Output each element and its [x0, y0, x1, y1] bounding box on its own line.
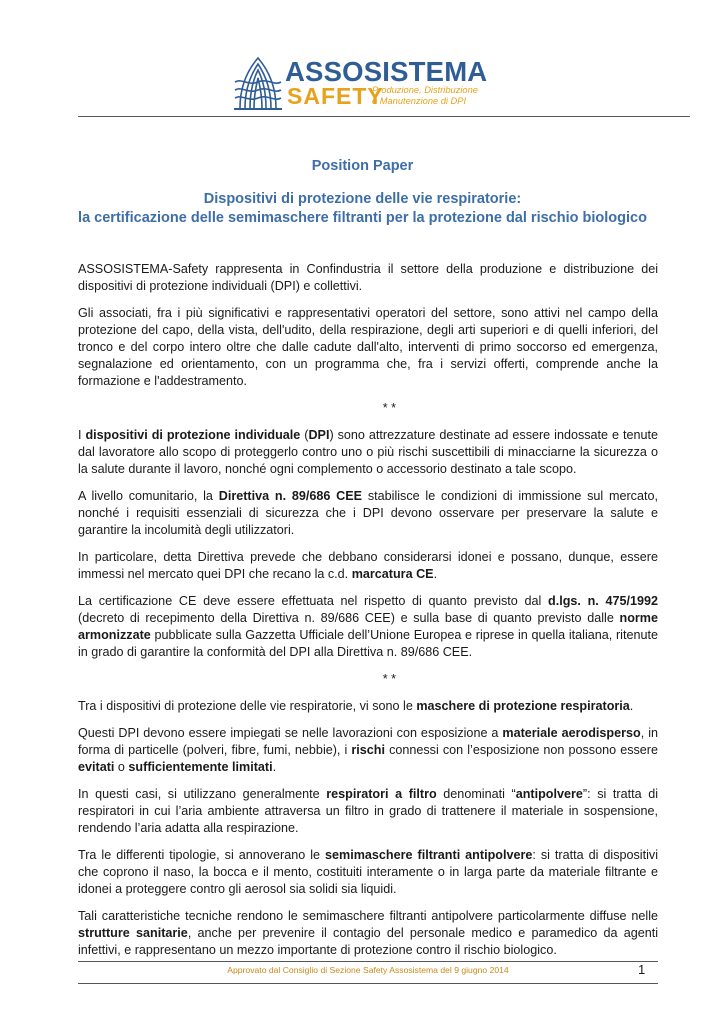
footer-approval-note: Approvato dal Consiglio di Sezione Safety Assosistema del 9 giugno 2014: [227, 965, 509, 975]
document-title-line1: Dispositivi di protezione delle vie respiratorie:: [203, 191, 522, 207]
text-run: , anche per prevenire il contagio del personale medico e paramedico da agenti infettivi, e rappresentano un mezzo importante di protezione contro il rischio biologico.: [78, 926, 659, 957]
logo-tagline-line1: Produzione, Distribuzione: [372, 85, 478, 95]
text-run: ”: si tratta di respiratori in cui l’aria ambiente attraversa un filtro in grado di trattenere il materiale in sospensione, rendendo l’aria adatta alla respirazione.: [78, 787, 658, 835]
text-run: Questi DPI devono essere impiegati se nelle lavorazioni con esposizione a: [78, 726, 503, 740]
text-run: La certificazione CE deve essere effettuata nel rispetto di quanto previsto dal: [78, 594, 549, 608]
document-body: [78, 261, 658, 969]
bold-term: sufficientemente limitati: [128, 760, 273, 774]
paragraph-healthcare: [78, 908, 658, 959]
bold-term: rischi: [351, 743, 385, 757]
text-run: pubblicate sulla Gazzetta Ufficiale dell’Unione Europea e riprese in quella italiana, ritenute in grado di garantire la conformità del DPI alla Direttiva n. 89/686 CEE.: [78, 628, 658, 659]
assosistema-safety-logo: [232, 52, 488, 116]
paragraph-dpi-definition: [78, 427, 658, 478]
bold-term: respiratori a filtro: [326, 787, 437, 801]
text-run: ) sono attrezzature destinate ad essere indossate e tenute dal lavoratore allo scopo di proteggerlo contro uno o più rischi suscettibili di minacciarne la sicurezza o la salute durante il lavoro, nonché ogni complemento o accessorio destinato a tale scopo.: [78, 428, 659, 476]
paragraph-directive: [78, 488, 658, 539]
bold-term: maschere di protezione respiratoria: [416, 699, 630, 713]
paragraph-certification: [78, 593, 658, 661]
text-run: A livello comunitario, la: [78, 489, 219, 503]
bold-term: strutture sanitarie: [78, 926, 188, 940]
header-divider: [78, 116, 690, 117]
bold-term: evitati: [78, 760, 115, 774]
text-run: connessi con l’esposizione non possono essere: [385, 743, 658, 757]
document-title-line2: la certificazione delle semimaschere filtranti per la protezione dal rischio biologico: [78, 210, 647, 226]
text-run: stabilisce le condizioni di immissione sul mercato, nonché i requisiti essenziali di sicurezza che i DPI devono osservare per preservare la salute e garantire la incolumità degli utilizzatori.: [78, 489, 658, 537]
text-run: .: [629, 699, 634, 713]
bold-term: d.lgs. n. 475/1992: [548, 594, 659, 608]
text-run: In particolare, detta Direttiva prevede che debbano considerarsi idonei e possano, dunque, essere immessi nel mercato quei DPI che recano la c.d.: [78, 550, 658, 581]
text-run: Tra i dispositivi di protezione delle vie respiratorie, vi sono le: [78, 699, 417, 713]
section-separator: * *: [382, 672, 396, 686]
text-run: .: [433, 567, 438, 581]
text-run: o: [114, 760, 129, 774]
bold-term: DPI: [308, 428, 330, 442]
bold-term: semimaschere filtranti antipolvere: [325, 848, 533, 862]
text-run: In questi casi, si utilizzano generalmente: [78, 787, 327, 801]
bold-term: materiale aerodisperso: [502, 726, 641, 740]
section-separator: * *: [382, 401, 396, 415]
paragraph-associates: Gli associati, fra i più significativi e rappresentativi operatori del settore, sono attivi nel campo della protezione del capo, della vista, dell'udito, della respirazione, degli arti superiori e di quelli inferiori, del tronco e del corpo intero oltre che dalle cadute dall'alto, interventi di primo soccorso ed emergenza, segnalazione ed orientamento, con un programma che, fra i servizi offerti, comprende anche la formazione e l'addestramento.: [78, 306, 658, 388]
paragraph-respiratory-masks: [78, 698, 658, 715]
text-run: (: [300, 428, 309, 442]
paragraph-usage: [78, 725, 658, 776]
bold-term: Direttiva n. 89/686 CEE: [218, 489, 363, 503]
wave-pillar-emblem-icon: [232, 52, 284, 112]
logo-safety: SAFETY: [287, 83, 384, 109]
paragraph-intro: ASSOSISTEMA-Safety rappresenta in Confindustria il settore della produzione e distribuzione dei dispositivi di protezione individuali (DPI) e collettivi.: [78, 262, 658, 293]
bold-term: norme armonizzate: [78, 611, 658, 642]
text-run: Tali caratteristiche tecniche rendono le semimaschere filtranti antipolvere particolarmente diffuse nelle: [78, 909, 658, 923]
document-kind: Position Paper: [311, 158, 414, 174]
bold-term: dispositivi di protezione individuale: [85, 428, 301, 442]
text-run: .: [272, 760, 277, 774]
logo-name: ASSOSISTEMA: [285, 56, 488, 87]
paragraph-filter-respirators: [78, 786, 658, 837]
footer-divider-bottom: [78, 983, 658, 984]
text-run: Tra le differenti tipologie, si annoverano le: [78, 848, 326, 862]
paragraph-ce-marking: [78, 549, 658, 583]
bold-term: antipolvere: [515, 787, 583, 801]
footer-divider: [78, 961, 658, 962]
page-number: 1: [638, 962, 646, 977]
paragraph-half-masks: [78, 847, 658, 898]
text-run: : si tratta di dispositivi che coprono il naso, la bocca e il mento, costituiti interamente o in larga parte da materiale filtrante e idonei a proteggere contro gli aerosol sia solidi sia liquidi.: [78, 848, 658, 896]
logo-tagline-line2: e Manutenzione di DPI: [372, 96, 467, 106]
text-run: denominati “: [436, 787, 516, 801]
text-run: I: [78, 428, 86, 442]
logo-tagline: [372, 85, 478, 107]
bold-term: marcatura CE: [351, 567, 434, 581]
text-run: (decreto di recepimento della Direttiva n. 89/686 CEE) e sulla base di quanto previsto dalle: [78, 611, 620, 625]
text-run: , in forma di particelle (polveri, fibre, fumi, nebbie), i: [78, 726, 658, 757]
